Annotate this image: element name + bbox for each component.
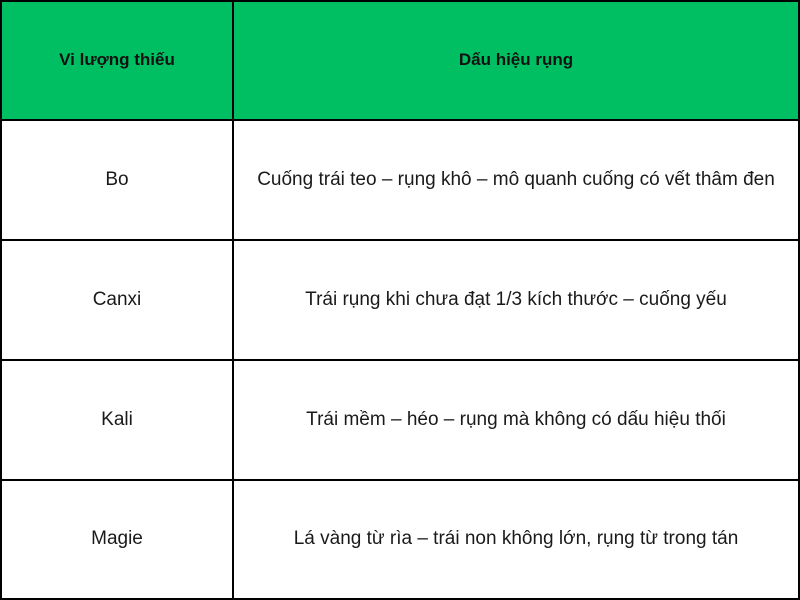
header-cell-nutrient: Vi lượng thiếu — [2, 2, 234, 119]
nutrient-cell: Bo — [2, 121, 234, 239]
table-row — [0, 241, 800, 361]
table-row — [0, 481, 800, 600]
nutrient-cell: Magie — [2, 481, 234, 598]
symptom-cell: Trái rụng khi chưa đạt 1/3 kích thước – cuống yếu — [305, 288, 727, 310]
nutrient-cell: Kali — [2, 361, 234, 479]
header-cell-symptom: Dấu hiệu rụng — [458, 50, 574, 70]
symptom-cell: Trái mềm – héo – rụng mà không có dấu hiệu thối — [306, 408, 726, 430]
symptom-cell: Cuống trái teo – rụng khô – mô quanh cuống có vết thâm đen — [257, 168, 775, 190]
table-header-row — [0, 0, 800, 121]
symptom-cell: Lá vàng từ rìa – trái non không lớn, rụng từ trong tán — [293, 528, 739, 550]
table-row — [0, 361, 800, 481]
table-row — [0, 121, 800, 241]
nutrient-cell: Canxi — [2, 241, 234, 359]
